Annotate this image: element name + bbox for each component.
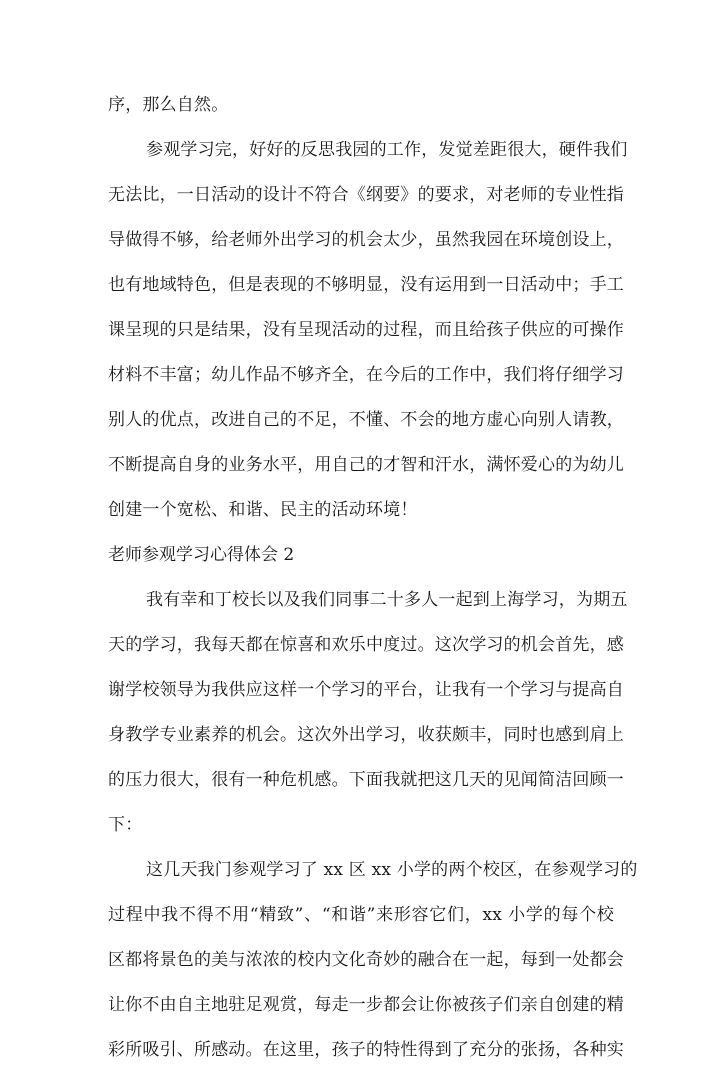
paragraph-line: 也有地域特色，但是表现的不够明显，没有运用到一日活动中；手工 <box>108 275 624 295</box>
paragraph-line: 这几天我门参观学习了 xx 区 xx 小学的两个校区，在参观学习的 <box>146 860 638 880</box>
paragraph-line: 身教学专业素养的机会。这次外出学习，收获颇丰，同时也感到肩上 <box>108 725 624 745</box>
paragraph-line: 材料不丰富；幼儿作品不够齐全，在今后的工作中，我们将仔细学习 <box>108 365 624 385</box>
paragraph-line: 不断提高自身的业务水平，用自己的才智和汗水，满怀爱心的为幼儿 <box>108 455 624 475</box>
paragraph-line: 我有幸和丁校长以及我们同事二十多人一起到上海学习，为期五 <box>146 590 628 610</box>
paragraph-line: 彩所吸引、所感动。在这里，孩子的特性得到了充分的张扬，各种实 <box>108 1040 624 1060</box>
paragraph-line: 谢学校领导为我供应这样一个学习的平台，让我有一个学习与提高自 <box>108 680 624 700</box>
section-heading: 老师参观学习心得体会 2 <box>108 545 295 565</box>
paragraph-line: 创建一个宽松、和谐、民主的活动环境！ <box>108 500 418 520</box>
paragraph-line: 无法比，一日活动的设计不符合《纲要》的要求，对老师的专业性指 <box>108 185 624 205</box>
paragraph-line: 下： <box>108 815 143 835</box>
paragraph-line: 让你不由自主地驻足观赏，每走一步都会让你被孩子们亲自创建的精 <box>108 995 624 1015</box>
paragraph-line: 天的学习，我每天都在惊喜和欢乐中度过。这次学习的机会首先，感 <box>108 635 624 655</box>
paragraph-line: 的压力很大，很有一种危机感。下面我就把这几天的见闻简洁回顾一 <box>108 770 624 790</box>
paragraph-line: 别人的优点，改进自己的不足，不懂、不会的地方虚心向别人请教， <box>108 410 624 430</box>
paragraph-line: 序，那么自然。 <box>108 95 229 115</box>
paragraph-line: 导做得不够，给老师外出学习的机会太少，虽然我园在环境创设上， <box>108 230 624 250</box>
paragraph-line: 区都将景色的美与浓浓的校内文化奇妙的融合在一起，每到一处都会 <box>108 950 624 970</box>
paragraph-line: 课呈现的只是结果，没有呈现活动的过程，而且给孩子供应的可操作 <box>108 320 624 340</box>
document-body <box>108 87 638 1077</box>
paragraph-line: 过程中我不得不用“精致”、“和谐”来形容它们，xx 小学的每个校 <box>108 905 614 925</box>
paragraph-line: 参观学习完，好好的反思我园的工作，发觉差距很大，硬件我们 <box>146 140 628 160</box>
